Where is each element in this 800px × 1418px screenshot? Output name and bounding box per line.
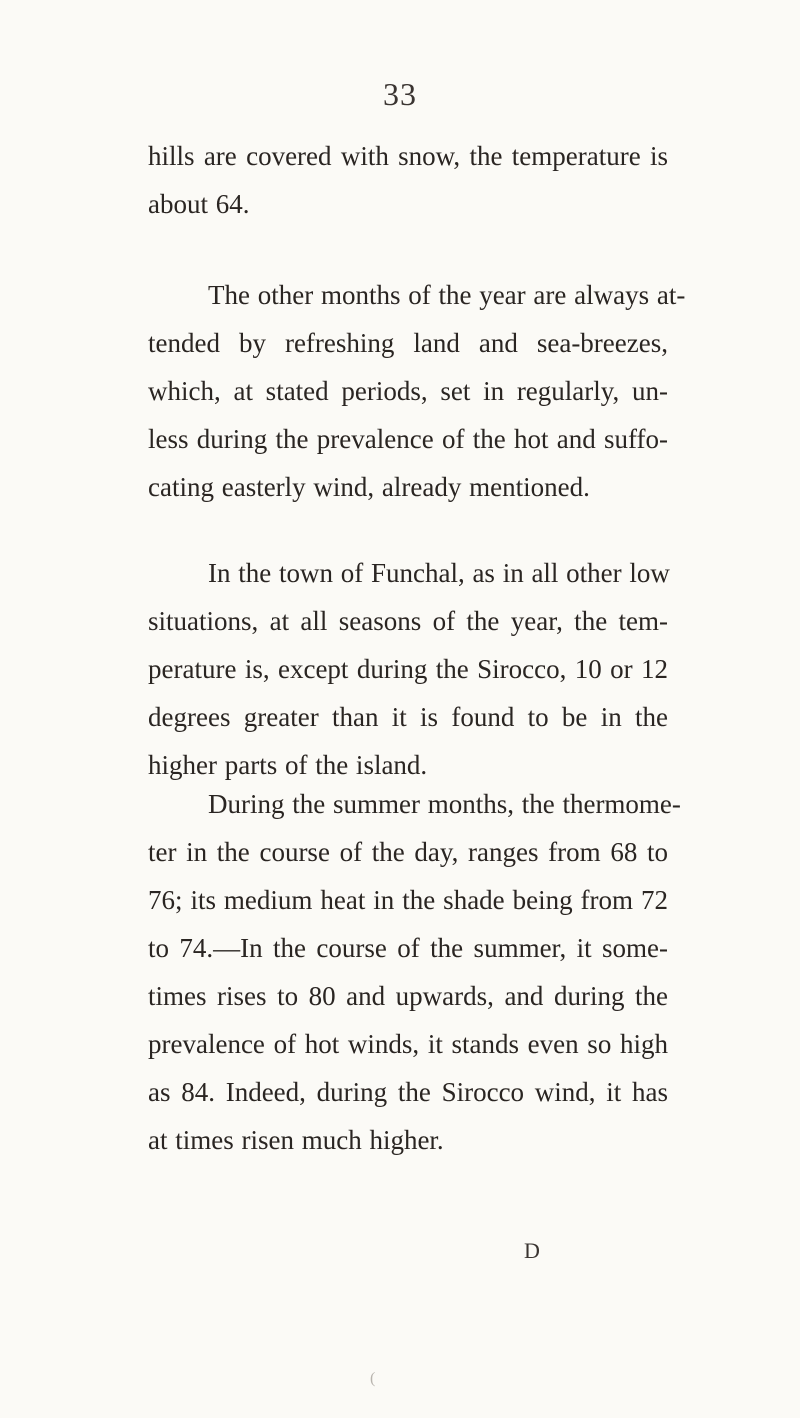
- text-line: less during the prevalence of the hot and suffo-: [148, 424, 668, 454]
- text-line: about 64.: [148, 189, 250, 219]
- paragraph-2: [148, 271, 686, 511]
- text-line: hills are covered with snow, the temperature is: [148, 141, 668, 171]
- text-line: as 84. Indeed, during the Sirocco wind, it has: [148, 1077, 668, 1107]
- text-line: 76; its medium heat in the shade being from 72: [148, 885, 668, 915]
- text-line: During the summer months, the thermome-: [208, 789, 681, 819]
- text-line: higher parts of the island.: [148, 750, 428, 780]
- text-line: which, at stated periods, set in regularly, un-: [148, 376, 668, 406]
- paragraph-3: [148, 549, 668, 789]
- text-line: to 74.—In the course of the summer, it some-: [148, 933, 668, 963]
- text-line: situations, at all seasons of the year, the tem-: [148, 606, 668, 636]
- text-line: In the town of Funchal, as in all other low: [208, 558, 670, 588]
- text-line: prevalence of hot winds, it stands even so high: [148, 1029, 668, 1059]
- text-line: perature is, except during the Sirocco, 10 or 12: [148, 654, 668, 684]
- text-line: at times risen much higher.: [148, 1125, 444, 1155]
- text-line: cating easterly wind, already mentioned.: [148, 472, 590, 502]
- text-line: degrees greater than it is found to be in the: [148, 702, 668, 732]
- text-line: tended by refreshing land and sea-breezes,: [148, 328, 668, 358]
- catchword: D: [524, 1238, 540, 1263]
- paragraph-1: [148, 132, 668, 228]
- text-line: The other months of the year are always at-: [208, 280, 686, 310]
- text-line: times rises to 80 and upwards, and during the: [148, 981, 668, 1011]
- margin-mark: (: [370, 1370, 376, 1387]
- paragraph-4: [148, 780, 681, 1164]
- text-line: ter in the course of the day, ranges from 68 to: [148, 837, 668, 867]
- page-number: 33: [383, 76, 417, 112]
